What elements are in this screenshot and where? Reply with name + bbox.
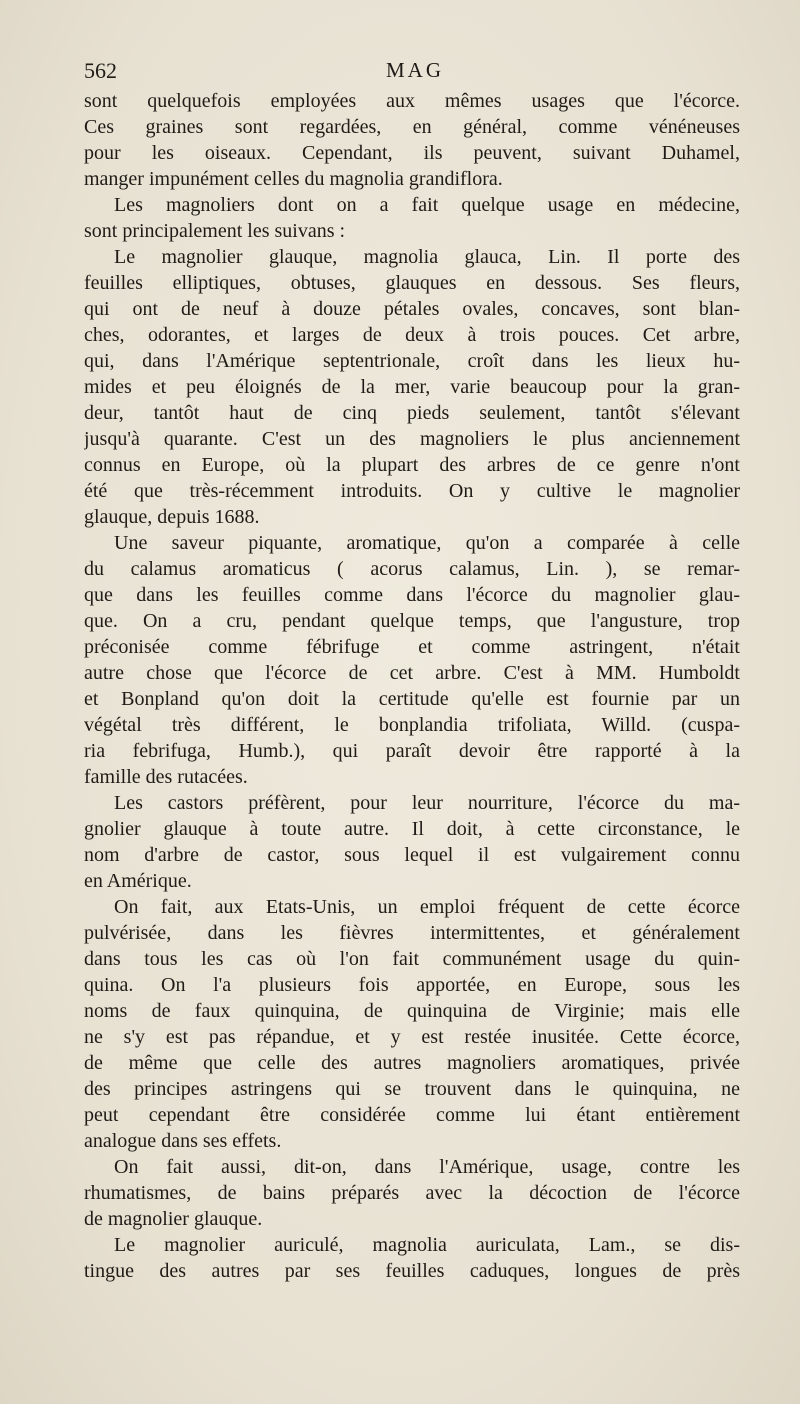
text-line: ches, odorantes, et larges de deux à trois pouces. Cet arbre, — [84, 324, 740, 346]
text-line: peut cependant être considérée comme lui étant entièrement — [84, 1104, 740, 1126]
text-line: ria febrifuga, Humb.), qui paraît devoir être rapporté à la — [84, 740, 740, 762]
text-line: ne s'y est pas répandue, et y est restée inusitée. Cette écorce, — [84, 1026, 740, 1048]
text-line: mides et peu éloignés de la mer, varie beaucoup pour la gran- — [84, 376, 740, 398]
text-line: Le magnolier glauque, magnolia glauca, Lin. Il porte des — [114, 246, 740, 268]
text-line: On fait, aux Etats-Unis, un emploi fréquent de cette écorce — [114, 896, 740, 918]
text-line: nom d'arbre de castor, sous lequel il est vulgairement connu — [84, 844, 740, 866]
text-line: Les magnoliers dont on a fait quelque usage en médecine, — [114, 194, 740, 216]
text-line: que dans les feuilles comme dans l'écorce du magnolier glau- — [84, 584, 740, 606]
text-line: On fait aussi, dit-on, dans l'Amérique, usage, contre les — [114, 1156, 740, 1178]
text-line: que. On a cru, pendant quelque temps, que l'angusture, trop — [84, 610, 740, 632]
text-line: tingue des autres par ses feuilles caduques, longues de près — [84, 1260, 740, 1282]
text-line: feuilles elliptiques, obtuses, glauques en dessous. Ses fleurs, — [84, 272, 740, 294]
text-line: de même que celle des autres magnoliers aromatiques, privée — [84, 1052, 740, 1074]
text-line: sont quelquefois employées aux mêmes usages que l'écorce. — [84, 90, 740, 112]
text-line: Le magnolier auriculé, magnolia auriculata, Lam., se dis- — [114, 1234, 740, 1256]
text-line: autre chose que l'écorce de cet arbre. C'est à MM. Humboldt — [84, 662, 740, 684]
text-line: dans tous les cas où l'on fait communément usage du quin- — [84, 948, 740, 970]
text-line: analogue dans ses effets. — [84, 1130, 282, 1152]
body-text — [84, 88, 740, 1284]
text-line: végétal très différent, le bonplandia trifoliata, Willd. (cuspa- — [84, 714, 740, 736]
text-line: connus en Europe, où la plupart des arbres de ce genre n'ont — [84, 454, 740, 476]
text-line: été que très-récemment introduits. On y cultive le magnolier — [84, 480, 740, 502]
text-line: glauque, depuis 1688. — [84, 506, 260, 528]
page-header — [84, 58, 746, 88]
text-line: de magnolier glauque. — [84, 1208, 263, 1230]
running-head: MAG — [385, 58, 444, 82]
text-line: famille des rutacées. — [84, 766, 248, 788]
page-number: 562 — [84, 58, 117, 83]
text-line: qui ont de neuf à douze pétales ovales, concaves, sont blan- — [84, 298, 740, 320]
text-line: Ces graines sont regardées, en général, comme vénéneuses — [84, 116, 740, 138]
text-line: du calamus aromaticus ( acorus calamus, Lin. ), se remar- — [84, 558, 740, 580]
text-line: noms de faux quinquina, de quinquina de Virginie; mais elle — [84, 1000, 740, 1022]
text-line: gnolier glauque à toute autre. Il doit, à cette circonstance, le — [84, 818, 740, 840]
text-line: Une saveur piquante, aromatique, qu'on a comparée à celle — [114, 532, 740, 554]
text-line: en Amérique. — [84, 870, 192, 892]
text-line: rhumatismes, de bains préparés avec la décoction de l'écorce — [84, 1182, 740, 1204]
text-line: quina. On l'a plusieurs fois apportée, en Europe, sous les — [84, 974, 740, 996]
text-line: Les castors préfèrent, pour leur nourriture, l'écorce du ma- — [114, 792, 740, 814]
text-line: manger impunément celles du magnolia grandiflora. — [84, 168, 503, 190]
text-line: des principes astringens qui se trouvent dans le quinquina, ne — [84, 1078, 740, 1100]
text-line: préconisée comme fébrifuge et comme astringent, n'était — [84, 636, 740, 658]
text-line: pulvérisée, dans les fièvres intermittentes, et généralement — [84, 922, 740, 944]
text-line: et Bonpland qu'on doit la certitude qu'elle est fournie par un — [84, 688, 740, 710]
text-line: sont principalement les suivans : — [84, 220, 346, 242]
text-line: pour les oiseaux. Cependant, ils peuvent, suivant Duhamel, — [84, 142, 740, 164]
text-line: deur, tantôt haut de cinq pieds seulement, tantôt s'élevant — [84, 402, 740, 424]
text-line: jusqu'à quarante. C'est un des magnoliers le plus anciennement — [84, 428, 740, 450]
text-line: qui, dans l'Amérique septentrionale, croît dans les lieux hu- — [84, 350, 740, 372]
